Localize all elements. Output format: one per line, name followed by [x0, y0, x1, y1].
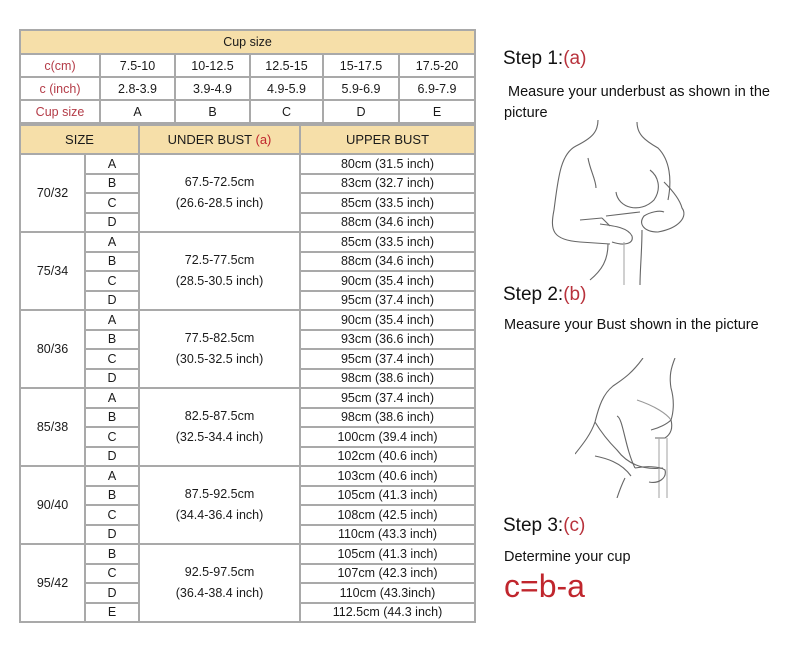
cup-size-title: Cup size [20, 30, 475, 54]
under-bust-inch: (34.4-36.4 inch) [175, 508, 264, 522]
band-size: 95/42 [20, 544, 85, 622]
under-bust-inch: (36.4-38.4 inch) [175, 586, 264, 600]
cup-letter: B [85, 408, 139, 428]
upper-bust-value: 107cm (42.3 inch) [300, 564, 475, 584]
band-size: 75/34 [20, 232, 85, 310]
step-3-title: Step 3: [503, 515, 564, 536]
under-bust-marker: (a) [255, 132, 272, 147]
cup-letter: C [85, 505, 139, 525]
upper-bust-value: 98cm (38.6 inch) [300, 369, 475, 389]
row-label: Cup size [20, 100, 100, 123]
cup-row-cm [20, 54, 475, 77]
step-1-title: Step 1: [503, 48, 564, 69]
upper-bust-value: 102cm (40.6 inch) [300, 447, 475, 467]
cup-letter: D [85, 213, 139, 233]
step-3-description: Determine your cup [504, 549, 631, 565]
cell: A [100, 100, 175, 123]
band-size: 70/32 [20, 154, 85, 232]
under-bust-cm: 72.5-77.5cm [184, 253, 255, 267]
upper-bust-value: 110cm (43.3inch) [300, 583, 475, 603]
cup-letter: A [85, 232, 139, 252]
under-bust-range [139, 544, 300, 622]
upper-bust-value: 85cm (33.5 inch) [300, 232, 475, 252]
cup-letter: C [85, 193, 139, 213]
upper-bust-value: 98cm (38.6 inch) [300, 408, 475, 428]
step-2-description: Measure your Bust shown in the picture [504, 317, 759, 333]
under-bust-range [139, 388, 300, 466]
cup-letter: C [85, 349, 139, 369]
under-bust-range [139, 466, 300, 544]
band-size: 90/40 [20, 466, 85, 544]
cell: 15-17.5 [323, 54, 399, 77]
table-row [20, 388, 475, 408]
upper-bust-value: 88cm (34.6 inch) [300, 252, 475, 272]
bust-measure-illustration [575, 358, 690, 498]
upper-bust-value: 95cm (37.4 inch) [300, 291, 475, 311]
row-label: c (inch) [20, 77, 100, 100]
cup-letter: B [85, 486, 139, 506]
cell: 7.5-10 [100, 54, 175, 77]
cup-letter: B [85, 330, 139, 350]
band-size: 85/38 [20, 388, 85, 466]
underbust-measure-illustration [540, 120, 690, 285]
upper-bust-value: 90cm (35.4 inch) [300, 310, 475, 330]
cup-letter: C [85, 427, 139, 447]
upper-bust-value: 105cm (41.3 inch) [300, 486, 475, 506]
cell: 12.5-15 [250, 54, 323, 77]
under-bust-inch: (32.5-34.4 inch) [175, 430, 264, 444]
cup-letter: D [85, 525, 139, 545]
table-row [20, 544, 475, 564]
cell: C [250, 100, 323, 123]
under-bust-range [139, 310, 300, 388]
upper-bust-value: 95cm (37.4 inch) [300, 349, 475, 369]
size-header: SIZE [20, 125, 139, 154]
cell: B [175, 100, 250, 123]
cup-letter: A [85, 310, 139, 330]
cup-letter: C [85, 564, 139, 584]
cup-formula: c=b-a [504, 568, 585, 604]
row-label: c(cm) [20, 54, 100, 77]
cup-letter: B [85, 174, 139, 194]
band-size: 80/36 [20, 310, 85, 388]
step-2-title: Step 2: [503, 284, 564, 305]
table-row [20, 232, 475, 252]
step-2 [503, 284, 586, 306]
cell: 10-12.5 [175, 54, 250, 77]
under-bust-cm: 87.5-92.5cm [184, 487, 255, 501]
step-2-marker: (b) [563, 284, 587, 305]
cup-letter: B [85, 252, 139, 272]
cup-row-letter [20, 100, 475, 123]
cell: 3.9-4.9 [175, 77, 250, 100]
upper-bust-value: 85cm (33.5 inch) [300, 193, 475, 213]
table-row [20, 154, 475, 174]
upper-bust-value: 93cm (36.6 inch) [300, 330, 475, 350]
size-chart-table [19, 124, 476, 623]
cup-letter: A [85, 466, 139, 486]
step-1 [503, 48, 586, 70]
upper-bust-value: 90cm (35.4 inch) [300, 271, 475, 291]
step-1-description: Measure your underbust as shown in the picture [504, 84, 770, 121]
under-bust-inch: (28.5-30.5 inch) [175, 274, 264, 288]
upper-bust-value: 103cm (40.6 inch) [300, 466, 475, 486]
cup-letter: C [85, 271, 139, 291]
upper-bust-value: 80cm (31.5 inch) [300, 154, 475, 174]
cell: E [399, 100, 475, 123]
upper-bust-value: 83cm (32.7 inch) [300, 174, 475, 194]
step-1-marker: (a) [563, 48, 587, 69]
cell: 6.9-7.9 [399, 77, 475, 100]
cup-letter: A [85, 388, 139, 408]
under-bust-inch: (30.5-32.5 inch) [175, 352, 264, 366]
table-row [20, 310, 475, 330]
upper-bust-value: 110cm (43.3 inch) [300, 525, 475, 545]
under-bust-range [139, 154, 300, 232]
cup-letter: D [85, 583, 139, 603]
upper-bust-value: 88cm (34.6 inch) [300, 213, 475, 233]
under-bust-range [139, 232, 300, 310]
under-bust-inch: (26.6-28.5 inch) [175, 196, 264, 210]
cell: D [323, 100, 399, 123]
upper-bust-value: 112.5cm (44.3 inch) [300, 603, 475, 623]
cup-size-table [19, 29, 476, 124]
upper-bust-header: UPPER BUST [300, 125, 475, 154]
cell: 4.9-5.9 [250, 77, 323, 100]
under-bust-cm: 77.5-82.5cm [184, 331, 255, 345]
cell: 2.8-3.9 [100, 77, 175, 100]
under-bust-cm: 67.5-72.5cm [184, 175, 255, 189]
upper-bust-value: 108cm (42.5 inch) [300, 505, 475, 525]
cup-letter: D [85, 369, 139, 389]
upper-bust-value: 105cm (41.3 inch) [300, 544, 475, 564]
cell: 17.5-20 [399, 54, 475, 77]
under-bust-cm: 82.5-87.5cm [184, 409, 255, 423]
under-bust-cm: 92.5-97.5cm [184, 565, 255, 579]
upper-bust-value: 95cm (37.4 inch) [300, 388, 475, 408]
cup-letter: D [85, 447, 139, 467]
upper-bust-value: 100cm (39.4 inch) [300, 427, 475, 447]
step-3-marker: (c) [563, 515, 586, 536]
cup-letter: D [85, 291, 139, 311]
cup-letter: B [85, 544, 139, 564]
cup-letter: A [85, 154, 139, 174]
table-row [20, 466, 475, 486]
cup-row-inch [20, 77, 475, 100]
cup-letter: E [85, 603, 139, 623]
cell: 5.9-6.9 [323, 77, 399, 100]
step-3 [503, 515, 585, 537]
under-bust-header: UNDER BUST (a) [139, 125, 300, 154]
